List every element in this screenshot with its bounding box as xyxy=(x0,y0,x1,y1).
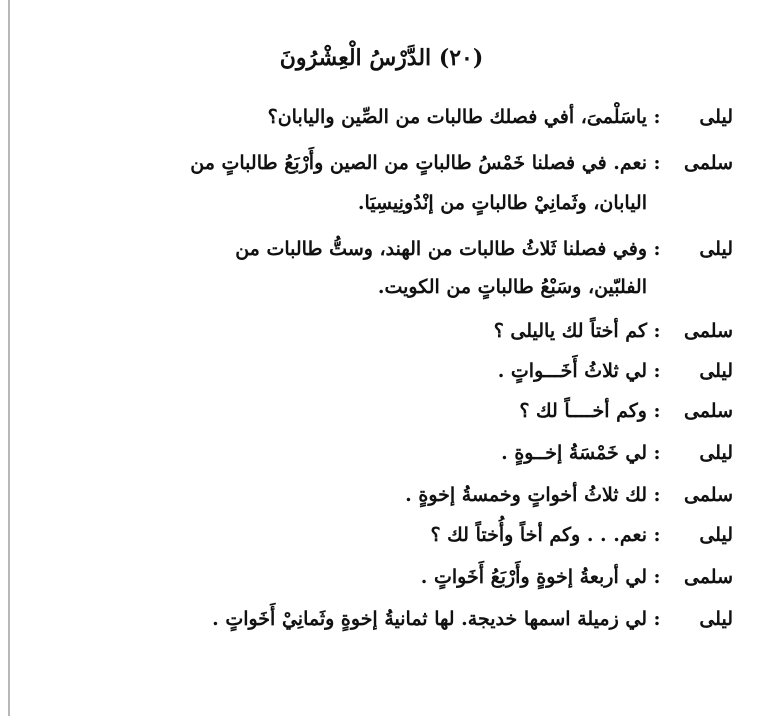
speaker-colon: : xyxy=(653,524,661,546)
dialogue-line xyxy=(430,520,733,550)
speaker-colon: : xyxy=(653,152,661,174)
dialogue-text: كم أختاً لك ياليلى ؟ xyxy=(493,320,647,342)
dialogue-text: لي ثلاثُ أَخَـــواتٍ . xyxy=(497,360,647,382)
dialogue-text: لك ثلاثُ أخواتٍ وخمسةُ إخوةٍ . xyxy=(405,484,647,506)
speaker-colon: : xyxy=(653,566,661,588)
dialogue-line xyxy=(268,102,733,132)
dialogue-line xyxy=(421,562,733,592)
speaker-name: سلمى xyxy=(683,320,733,342)
speaker-colon: : xyxy=(653,442,661,464)
dialogue-line xyxy=(501,438,733,468)
dialogue-continuation: اليابان، وثَمانِيْ طالباتٍ من إنْدُونِيسِيَا. xyxy=(357,192,647,214)
speaker-name: ليلى xyxy=(699,360,733,382)
speaker-colon: : xyxy=(653,238,661,260)
dialogue-text: وكم أخــــاً لك ؟ xyxy=(519,400,647,422)
speaker-name: ليلى xyxy=(699,608,733,630)
dialogue-text: وفي فصلنا ثَلاثُ طالبات من الهند، وستُّ طالبات من xyxy=(235,238,647,260)
page-left-edge xyxy=(8,0,10,716)
speaker-name: ليلى xyxy=(699,524,733,546)
dialogue-text: لي زميلة اسمها خديجة. لها ثمانيةُ إخوةٍ وثَمانِيْ أَخَواتٍ . xyxy=(212,608,647,630)
speaker-colon: : xyxy=(653,608,661,630)
dialogue-line xyxy=(405,480,733,510)
speaker-name: سلمى xyxy=(683,152,733,174)
speaker-name: سلمى xyxy=(683,566,733,588)
dialogue-text: نعم. . . وكم أخاً وأُختاً لك ؟ xyxy=(430,524,647,546)
dialogue-text: لي خَمْسَةُ إخــوةٍ . xyxy=(501,442,647,464)
lesson-page xyxy=(30,0,733,716)
dialogue-text: ياسَلْمىَ، أفي فصلك طالبات من الصِّين واليابان؟ xyxy=(267,106,647,128)
dialogue-line xyxy=(519,396,733,426)
lesson-title: (٢٠) الدَّرْسُ الْعِشْرُونَ xyxy=(279,45,484,71)
speaker-name: ليلى xyxy=(699,442,733,464)
speaker-name: سلمى xyxy=(683,484,733,506)
dialogue-line xyxy=(212,604,733,634)
dialogue-continuation: الفلبّين، وسَبْعُ طالباتٍ من الكويت. xyxy=(377,276,647,298)
dialogue-text: نعم. في فصلنا خَمْسُ طالباتٍ من الصين وأَرْبَعُ طالباتٍ من xyxy=(190,152,647,174)
dialogue-line xyxy=(235,234,733,264)
speaker-name: ليلى xyxy=(699,106,733,128)
speaker-colon: : xyxy=(653,320,661,342)
speaker-colon: : xyxy=(653,106,661,128)
dialogue-line xyxy=(494,316,733,346)
dialogue-text: لي أربعةُ إخوةٍ وأَرْبَعُ أَخَواتٍ . xyxy=(420,566,647,588)
speaker-name: سلمى xyxy=(683,400,733,422)
speaker-colon: : xyxy=(653,400,661,422)
dialogue-line xyxy=(190,148,733,178)
speaker-colon: : xyxy=(653,360,661,382)
dialogue-line xyxy=(498,356,733,386)
speaker-colon: : xyxy=(653,484,661,506)
speaker-name: ليلى xyxy=(699,238,733,260)
